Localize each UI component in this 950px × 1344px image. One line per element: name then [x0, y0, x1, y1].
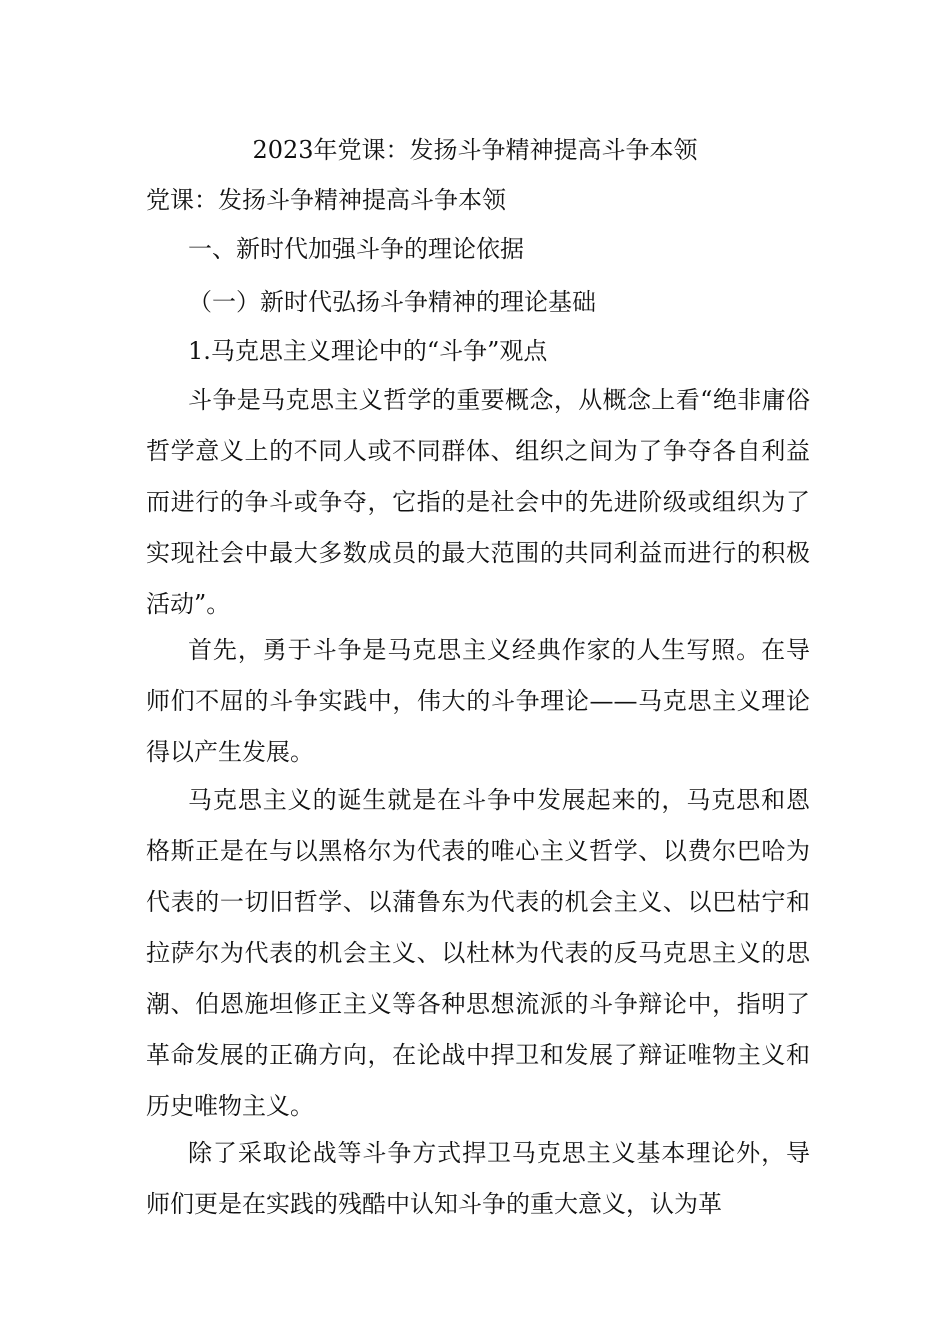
body-paragraph: 首先，勇于斗争是马克思主义经典作家的人生写照。在导师们不屈的斗争实践中，伟大的斗争理论——马克思主义理论得以产生发展。	[146, 636, 810, 766]
body-paragraph: 马克思主义的诞生就是在斗争中发展起来的，马克思和恩格斯正是在与以黑格尔为代表的唯心主义哲学、以费尔巴哈为代表的一切旧哲学、以蒲鲁东为代表的机会主义、以巴枯宁和拉萨尔为代表的机会主义、以杜林为代表的反马克思主义的思潮、伯恩施坦修正主义等各种思想流派的斗争辩论中，指明了革命发展的正确方向，在论战中捍卫和发展了辩证唯物主义和历史唯物主义。	[146, 786, 810, 1120]
document-subtitle: 党课：发扬斗争精神提高斗争本领	[146, 186, 506, 214]
section-heading: 一、新时代加强斗争的理论依据	[188, 235, 524, 263]
document-title: 2023年党课：发扬斗争精神提高斗争本领	[252, 136, 698, 164]
body-paragraph: 除了采取论战等斗争方式捍卫马克思主义基本理论外，导师们更是在实践的残酷中认知斗争的重大意义，认为革	[146, 1139, 810, 1218]
subsection-heading: （一）新时代弘扬斗争精神的理论基础	[188, 288, 596, 316]
point-heading: 1.马克思主义理论中的“斗争”观点	[188, 337, 548, 365]
body-paragraph: 斗争是马克思主义哲学的重要概念，从概念上看“绝非庸俗哲学意义上的不同人或不同群体、组织之间为了争夺各自利益而进行的争斗或争夺，它指的是社会中的先进阶级或组织为了实现社会中最大多数成员的最大范围的共同利益而进行的积极活动”。	[146, 386, 810, 618]
